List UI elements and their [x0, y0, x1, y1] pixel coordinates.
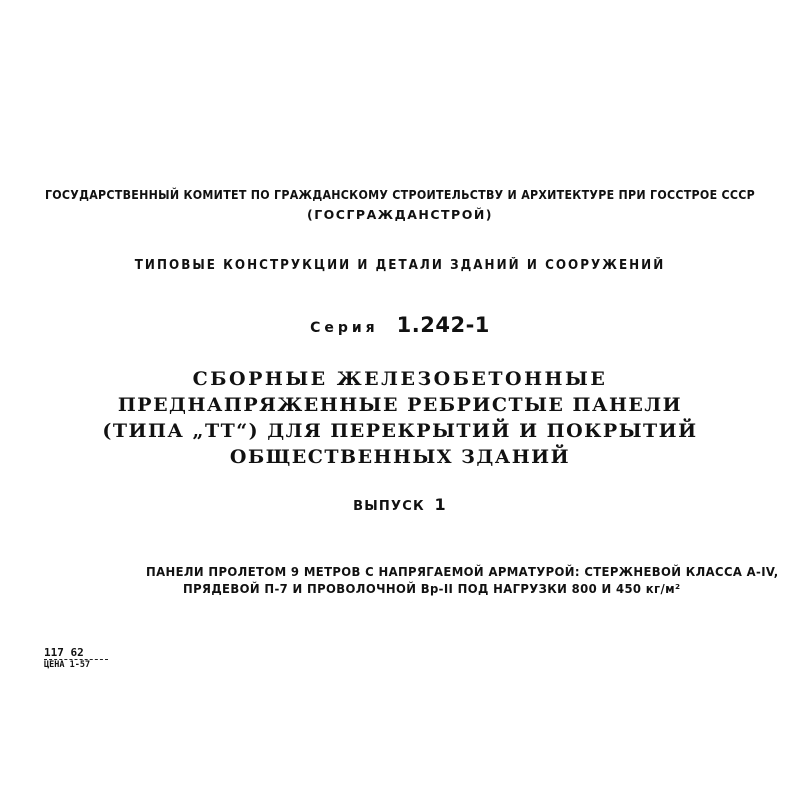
description-line-2: ПРЯДЕВОЙ П-7 И ПРОВОЛОЧНОЙ Вр-II ПОД НАГРУЗКИ 800 И 450 кг/м² [183, 581, 681, 596]
issue-number: 1 [434, 495, 447, 514]
collection-title: ТИПОВЫЕ КОНСТРУКЦИИ И ДЕТАЛИ ЗДАНИЙ И СООРУЖЕНИЙ [134, 258, 666, 273]
document-title-line-2: ПРЕДНАПРЯЖЕННЫЕ РЕБРИСТЫЕ ПАНЕЛИ [117, 394, 683, 416]
catalog-number: 117 62 [44, 646, 84, 659]
description-line-1: ПАНЕЛИ ПРОЛЕТОМ 9 МЕТРОВ С НАПРЯГАЕМОЙ АРМАТУРОЙ: СТЕРЖНЕВОЙ КЛАССА А-IV, [146, 564, 779, 579]
document-title-line-1: СБОРНЫЕ ЖЕЛЕЗОБЕТОННЫЕ [192, 368, 608, 390]
series-label: Серия [310, 320, 379, 336]
series-heading [0, 313, 800, 337]
issue-heading [0, 495, 800, 514]
organization-abbreviation: (ГОСГРАЖДАНСТРОЙ) [306, 207, 493, 222]
organization-name: ГОСУДАРСТВЕННЫЙ КОМИТЕТ ПО ГРАЖДАНСКОМУ СТРОИТЕЛЬСТВУ И АРХИТЕКТУРЕ ПРИ ГОССТРОЕ СССР [44, 188, 756, 202]
series-number: 1.242-1 [396, 313, 490, 337]
document-title-line-3: (ТИПА „ТТ“) ДЛЯ ПЕРЕКРЫТИЙ И ПОКРЫТИЙ [102, 420, 698, 442]
document-title-line-4: ОБЩЕСТВЕННЫХ ЗДАНИЙ [229, 446, 571, 468]
price-note: ЦЕНА 1-57 [44, 660, 91, 670]
issue-label: ВЫПУСК [353, 499, 425, 514]
